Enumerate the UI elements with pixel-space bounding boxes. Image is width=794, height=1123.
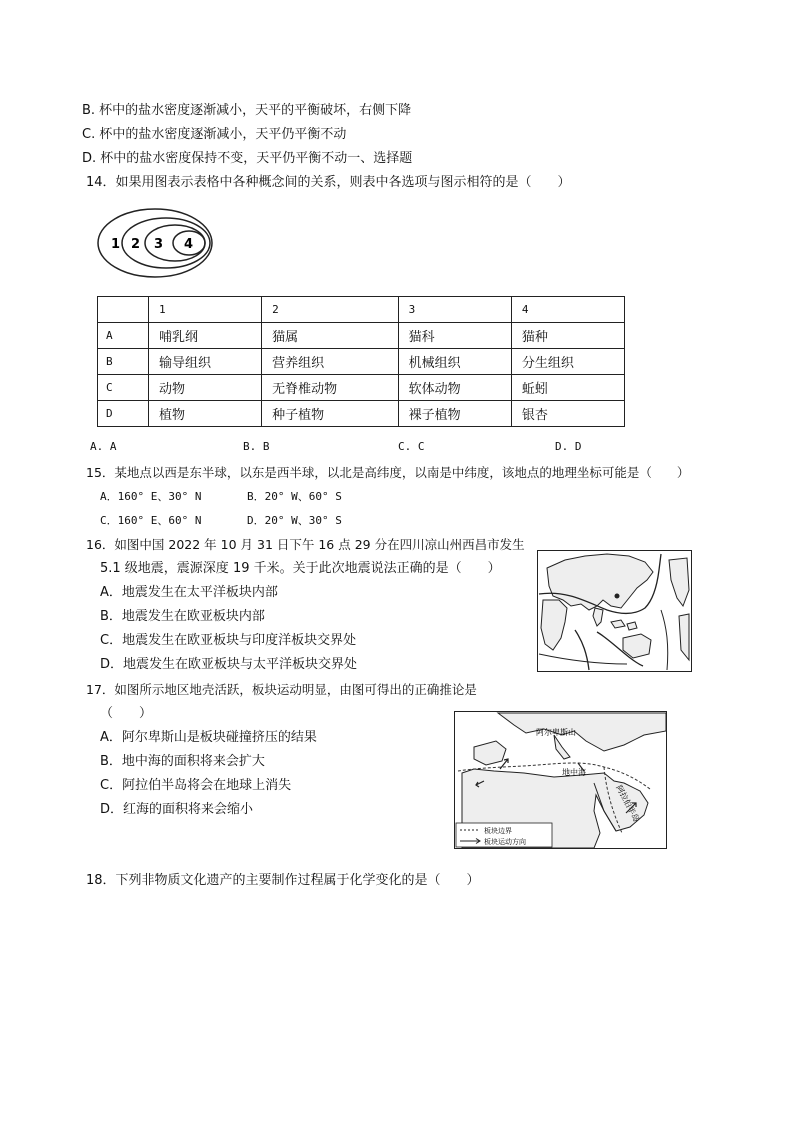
ellipse-label-2: 2 xyxy=(131,237,141,252)
q17-option-c: C．阿拉伯半岛将会在地球上消失 xyxy=(100,778,292,793)
plate-world-map xyxy=(537,550,692,672)
table-cell: C xyxy=(98,375,149,401)
q15-stem: 15．某地点以西是东半球，以东是西半球，以北是高纬度，以南是中纬度，该地点的地理坐标可能是（ ） xyxy=(86,465,690,480)
q17-stem-line1: 17．如图所示地区地壳活跃，板块运动明显，由图可得出的正确推论是 xyxy=(86,682,477,697)
q14-stem: 14．如果用图表示表格中各种概念间的关系，则表中各选项与图示相符的是（ ） xyxy=(86,175,571,190)
q15-option-d: D．20° W、30° S xyxy=(247,514,342,527)
nested-ellipse-diagram xyxy=(93,205,228,285)
q13-option-c: C. 杯中的盐水密度逐渐减小，天平仍平衡不动 xyxy=(82,127,347,142)
table-header-cell: 4 xyxy=(511,297,624,323)
table-cell: 分生组织 xyxy=(511,349,624,375)
table-cell: 动物 xyxy=(149,375,262,401)
table-row xyxy=(98,323,625,349)
legend-boundary-label: 板块边界 xyxy=(484,827,512,835)
q16-option-d: D．地震发生在欧亚板块与太平洋板块交界处 xyxy=(100,657,358,672)
q17-option-b: B．地中海的面积将来会扩大 xyxy=(100,754,265,769)
q17-option-d: D．红海的面积将来会缩小 xyxy=(100,802,254,817)
table-cell: 猫属 xyxy=(262,323,399,349)
q18-stem: 18．下列非物质文化遗产的主要制作过程属于化学变化的是（ ） xyxy=(86,873,480,888)
arabia-label: 阿拉伯半岛 xyxy=(614,783,641,824)
table-cell: D xyxy=(98,401,149,427)
q14-option-a: A. A xyxy=(90,440,117,453)
table-header-cell: 3 xyxy=(398,297,511,323)
q15-option-b: B．20° W、60° S xyxy=(247,490,342,503)
ellipse-label-3: 3 xyxy=(154,237,164,252)
table-cell: 输导组织 xyxy=(149,349,262,375)
table-header-cell: 1 xyxy=(149,297,262,323)
table-cell: 银杏 xyxy=(511,401,624,427)
mediterranean-label: 地中海 xyxy=(562,768,586,777)
table-header-row xyxy=(98,297,625,323)
table-cell: 蚯蚓 xyxy=(511,375,624,401)
table-cell: 猫种 xyxy=(511,323,624,349)
q16-option-c: C．地震发生在欧亚板块与印度洋板块交界处 xyxy=(100,633,357,648)
table-cell: B xyxy=(98,349,149,375)
table-header-cell xyxy=(98,297,149,323)
q16-stem-line1: 16．如图中国 2022 年 10 月 31 日下午 16 点 29 分在四川凉山州西昌市发生 xyxy=(86,537,525,552)
table-cell: 营养组织 xyxy=(262,349,399,375)
table-cell: 机械组织 xyxy=(398,349,511,375)
q14-option-b: B. B xyxy=(243,440,270,453)
q17-stem-line2: （ ） xyxy=(100,706,153,721)
table-header-cell: 2 xyxy=(262,297,399,323)
q14-option-c: C. C xyxy=(398,440,425,453)
ellipse-label-4: 4 xyxy=(184,237,194,252)
table-row xyxy=(98,349,625,375)
q16-option-a: A．地震发生在太平洋板块内部 xyxy=(100,585,278,600)
q14-concept-table xyxy=(97,296,625,427)
table-row xyxy=(98,401,625,427)
table-cell: 植物 xyxy=(149,401,262,427)
table-cell: 猫科 xyxy=(398,323,511,349)
table-cell: 哺乳纲 xyxy=(149,323,262,349)
q13-option-b: B. 杯中的盐水密度逐渐减小，天平的平衡破坏，右侧下降 xyxy=(82,103,412,118)
table-cell: A xyxy=(98,323,149,349)
q13-option-d: D. 杯中的盐水密度保持不变，天平仍平衡不动一、选择题 xyxy=(82,151,413,166)
q16-stem-line2: 5.1 级地震，震源深度 19 千米。关于此次地震说法正确的是（ ） xyxy=(100,561,501,576)
table-cell: 无脊椎动物 xyxy=(262,375,399,401)
q14-option-d: D. D xyxy=(555,440,582,453)
q16-option-b: B．地震发生在欧亚板块内部 xyxy=(100,609,265,624)
q17-option-a: A．阿尔卑斯山是板块碰撞挤压的结果 xyxy=(100,730,317,745)
ellipse-label-1: 1 xyxy=(111,237,121,252)
legend-movement-label: 板块运动方向 xyxy=(484,838,526,846)
alps-label: 阿尔卑斯山 xyxy=(536,728,576,737)
q15-option-c: C．160° E、60° N xyxy=(100,514,202,527)
table-cell: 裸子植物 xyxy=(398,401,511,427)
table-cell: 软体动物 xyxy=(398,375,511,401)
mediterranean-plate-map xyxy=(454,711,667,849)
q15-option-a: A．160° E、30° N xyxy=(100,490,202,503)
table-row xyxy=(98,375,625,401)
epicenter-marker xyxy=(615,594,620,599)
table-cell: 种子植物 xyxy=(262,401,399,427)
